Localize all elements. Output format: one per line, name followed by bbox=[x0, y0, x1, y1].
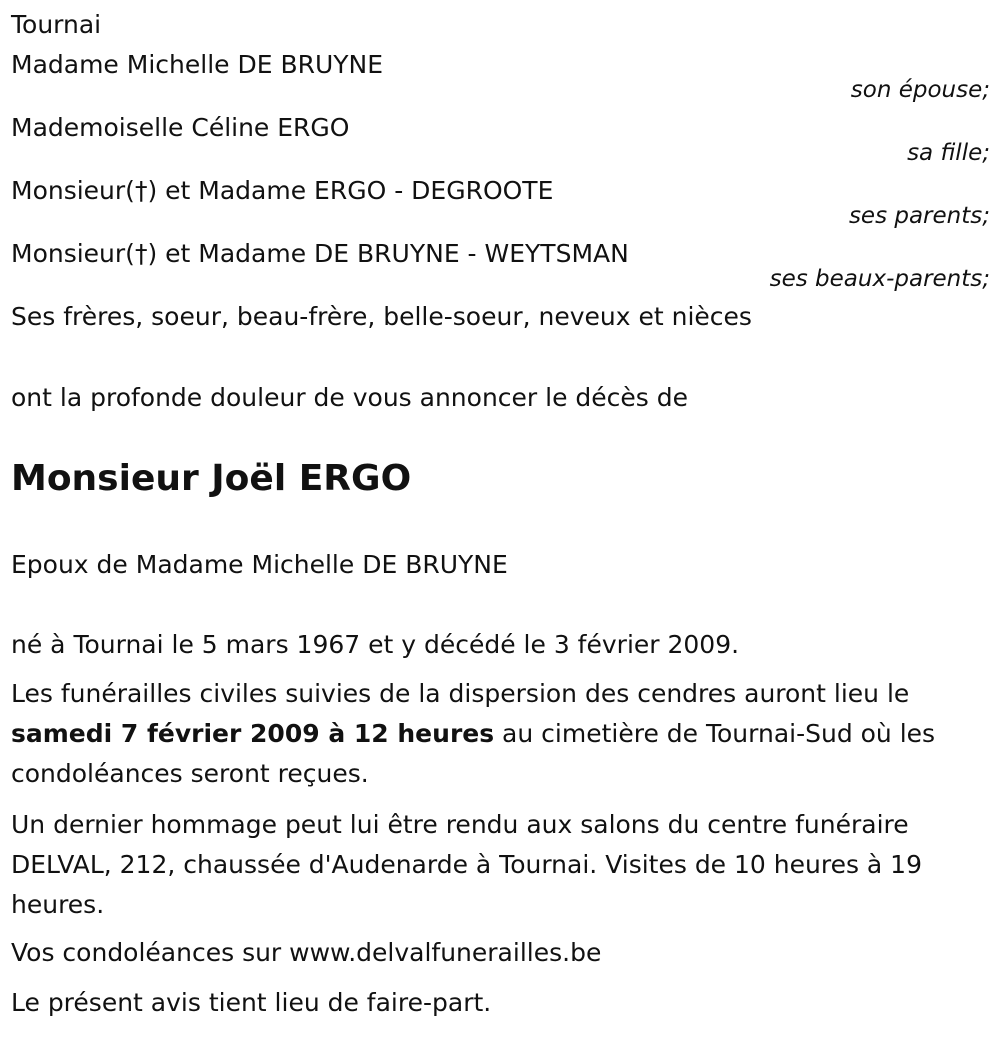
family-member-name: Mademoiselle Céline ERGO bbox=[11, 113, 350, 142]
family-member-name: Monsieur(†) et Madame DE BRUYNE - WEYTSMAN bbox=[11, 239, 629, 268]
funeral-text-after: au cimetière de Tournai-Sud où les condoléances seront reçues. bbox=[11, 719, 936, 788]
family-member-role: ses beaux-parents; bbox=[769, 266, 990, 292]
spouse-line: Epoux de Madame Michelle DE BRUYNE bbox=[11, 550, 508, 579]
siblings-line: Ses frères, soeur, beau-frère, belle-soeur, neveux et nièces bbox=[11, 302, 752, 331]
deceased-name: Monsieur Joël ERGO bbox=[11, 458, 412, 499]
family-member-role: son épouse; bbox=[850, 77, 990, 103]
birth-death-line: né à Tournai le 5 mars 1967 et y décédé le 3 février 2009. bbox=[11, 630, 740, 659]
family-member-role: sa fille; bbox=[907, 140, 990, 166]
notice-line: Le présent avis tient lieu de faire-part. bbox=[11, 988, 492, 1017]
condolences-line: Vos condoléances sur www.delvalfunerailles.be bbox=[11, 938, 602, 967]
funeral-date-emphasis: samedi 7 février 2009 à 12 heures bbox=[11, 719, 495, 748]
city: Tournai bbox=[11, 10, 102, 39]
family-member-role: ses parents; bbox=[848, 203, 990, 229]
announcement-line: ont la profonde douleur de vous annoncer le décès de bbox=[11, 383, 689, 412]
tribute-paragraph: Un dernier hommage peut lui être rendu aux salons du centre funéraire DELVAL, 212, chaussée d'Audenarde à Tournai. Visites de 10 heures à 19 heures. bbox=[11, 810, 922, 919]
funeral-text-before: Les funérailles civiles suivies de la dispersion des cendres auront lieu le bbox=[11, 679, 910, 708]
funeral-paragraph bbox=[11, 674, 986, 794]
family-member-name: Madame Michelle DE BRUYNE bbox=[11, 50, 384, 79]
family-member-name: Monsieur(†) et Madame ERGO - DEGROOTE bbox=[11, 176, 554, 205]
